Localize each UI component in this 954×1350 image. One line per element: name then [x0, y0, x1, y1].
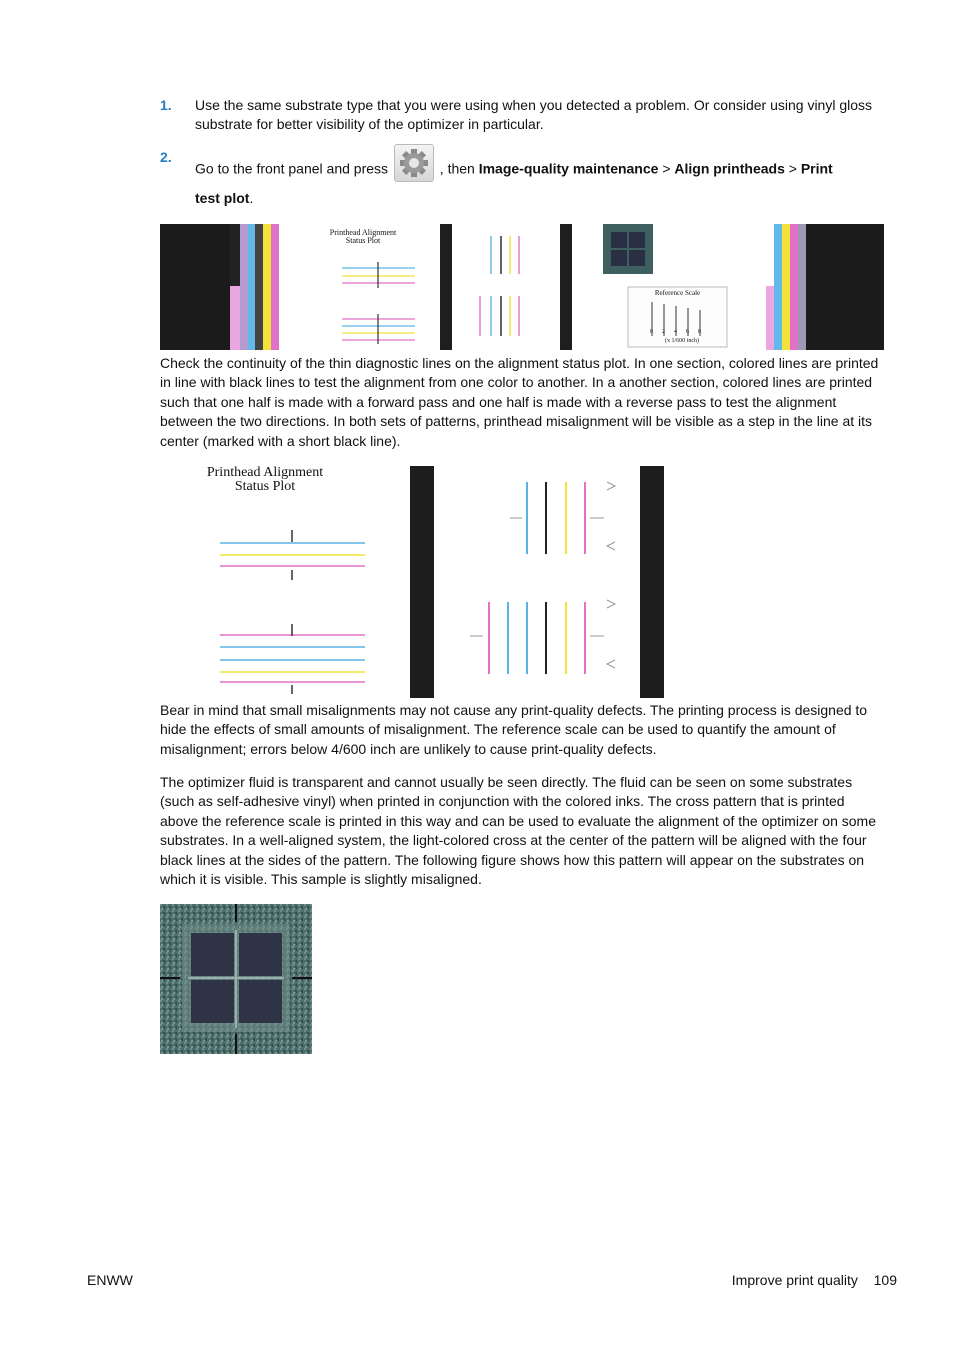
reference-scale-units: (x 1/600 inch): [665, 338, 699, 344]
menu-image-quality-maintenance: Image-quality maintenance: [478, 160, 659, 177]
paragraph-misalignment: Bear in mind that small misalignments may not cause any print-quality defects. The printing process is designed to hide the effects of small amounts of misalignment. The reference scale can be used to quantify the amount of misalignment; errors below 4/600 inch are unlikely to cause print-quality defects.: [160, 702, 868, 757]
menu-align-printheads: Align printheads: [674, 160, 785, 177]
alignment-status-plot-figure: [160, 224, 884, 350]
cross-pattern-svg: [160, 904, 312, 1054]
plot-title-small: [310, 229, 416, 245]
step-2-end: .: [249, 190, 254, 206]
alignment-plot-detail-figure: [160, 466, 670, 698]
step-number-2: 2.: [160, 149, 172, 165]
reference-scale-title: Reference Scale: [654, 289, 701, 297]
step-number-1: 1.: [160, 97, 172, 113]
footer-page-number: 109: [873, 1272, 897, 1288]
menu-print-test-plot-part2: test plot: [195, 190, 250, 206]
plot-title-large-line-1: Printhead Alignment: [206, 466, 324, 480]
paragraph-continuity: Check the continuity of the thin diagnostic lines on the alignment status plot. In one section, colored lines are printed in line with black lines to test the alignment from one color to another. In a another section, colored lines are printed such that one half is made with a forward pass and one half is made with a reverse pass to test the alignment between the two directions. In both sets of patterns, printhead misalignment will be visible as a step in the line at its center (marked with a short black line).: [160, 355, 879, 449]
menu-separator: >: [662, 160, 671, 177]
plot-title-small-line-1: Printhead Alignment: [329, 228, 397, 237]
plot-title-large: [160, 466, 370, 494]
plot-title-small-line-2: Status Plot: [345, 236, 381, 245]
footer-right: [732, 1272, 897, 1288]
paragraph-optimizer: The optimizer fluid is transparent and cannot usually be seen directly. The fluid can be seen on some substrates (such as self-adhesive vinyl) when printed in conjunction with the colored inks. The cross pattern that is printed above the reference scale is printed in this way and can be used to evaluate the alignment of the optimizer on some substrates. In a well-aligned system, the light-colored cross at the center of the pattern will be aligned with the four black lines at the sides of the pattern. The following figure shows how this pattern will appear on the substrates on which it is visible. This sample is slightly misaligned.: [160, 774, 876, 888]
step-2-text: Go to the front panel and press: [195, 160, 389, 177]
reference-tick: 4: [674, 329, 677, 335]
alignment-plot-svg: [160, 224, 884, 350]
footer-section: Improve print quality: [731, 1272, 858, 1288]
reference-tick: 0: [650, 329, 653, 335]
footer-left: ENWW: [87, 1272, 133, 1288]
step-1-text: Use the same substrate type that you were using when you detected a problem. Or consider using vinyl gloss substrate for better visibility of the optimizer in particular.: [195, 97, 873, 133]
reference-tick: 8: [698, 329, 701, 335]
reference-tick: 2: [662, 329, 665, 335]
menu-print-test-plot-part1: Print: [800, 160, 833, 177]
reference-tick: 6: [686, 329, 689, 335]
step-2-then: , then: [439, 160, 475, 177]
menu-separator: >: [788, 160, 797, 177]
gear-settings-icon[interactable]: [394, 144, 434, 182]
step-2-line-1: [195, 158, 895, 182]
cross-pattern-sample-figure: [160, 904, 312, 1054]
plot-title-large-line-2: Status Plot: [234, 479, 296, 494]
alignment-plot-detail-svg: [160, 466, 670, 698]
step-2-line-2: [195, 189, 253, 208]
